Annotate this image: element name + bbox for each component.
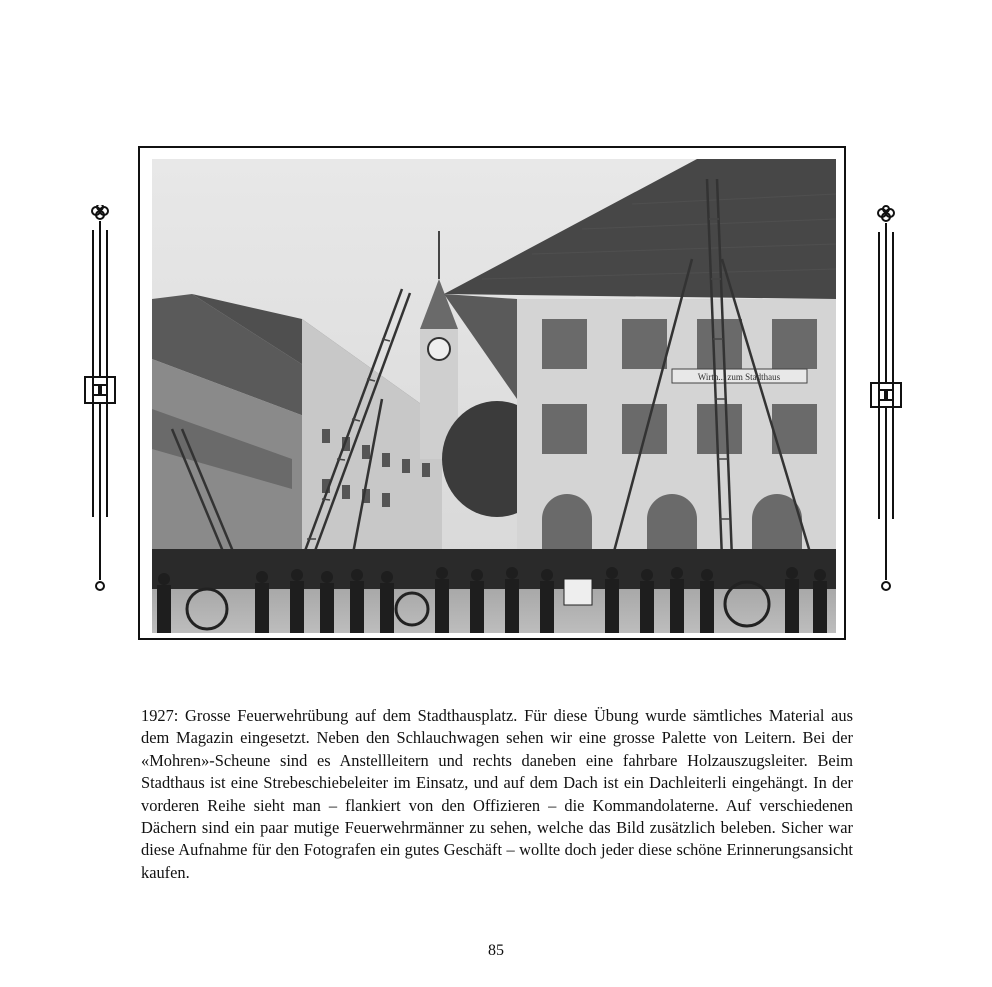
left-border-ornament [83, 205, 117, 595]
photo-caption: 1927: Grosse Feuerwehrübung auf dem Stadthausplatz. Für diese Übung wurde sämtliches Material aus dem Magazin eingesetzt. Neben den Schlauchwagen sehen wir eine grosse Palette von Leitern. Bei der «Mohren»-Scheune sind es Anstellleitern und rechts daneben eine fahrbare Holzauszugsleiter. Beim Stadthaus ist eine Strebeschiebeleiter im Einsatz, und auf dem Dach ist ein Dachleiterli eingehängt. In der vorderen Reihe sieht man – flankiert von den Offizieren – die Kommandolaterne. Auf verschiedenen Dächern sind ein paar mutige Feuerwehrmänner zu sehen, welche das Bild zusätzlich beleben. Sicher war diese Aufnahme für den Fotografen ein gutes Geschäft – wollte doch jeder diese schöne Erinnerungsansicht kaufen. [141, 706, 853, 882]
inn-sign-text: Wirth... zum Stadthaus [697, 372, 781, 382]
right-border-ornament [869, 205, 903, 595]
historic-photograph [152, 159, 836, 633]
photo-frame [138, 146, 846, 640]
page-number: 85 [488, 942, 504, 959]
